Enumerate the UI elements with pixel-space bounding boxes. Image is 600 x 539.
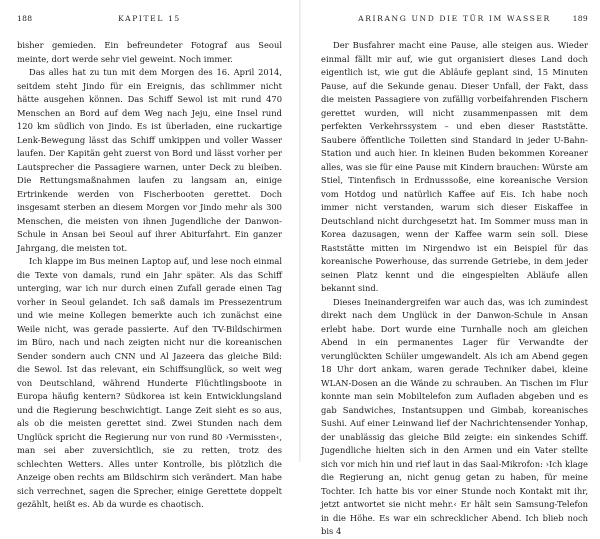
right-page-text — [321, 39, 588, 539]
left-page-header — [17, 14, 282, 28]
left-page-text — [17, 39, 282, 512]
right-page-header — [321, 14, 588, 28]
paragraph: Der Busfahrer macht eine Pause, alle steigen aus. Wieder einmal fällt mir auf, wie gut organisiert dieses Land doch eigentlich ist, wie gut die Abläufe geplant sind, 15 Minuten Pause, auf die Sekunde genau. Dieser Unfall, der Fakt, dass die meisten Passagiere von zufällig vorbeifahrenden Fischern gerettet wurden, will nicht zusammenpassen mit dem perfekten Verkehrssystem – und eben dieser Raststätte. Saubere öffentliche Toiletten sind Standard in jeder U-Bahn-Station und auch hier. In kleinen Buden bekommen Koreaner alles, was sie für eine Pause mit Kindern brauchen: Würste am Stiel, Tintenfisch in Erdnusssoße, eine koreanische Version vom Hotdog und natürlich Kaffee auf Eis. Ich habe noch immer nicht verstanden, warum sich dieser Eiskaffee in Deutschland nicht durchgesetzt hat. Im Sommer muss man in Korea dazusagen, wenn der Kaffee warm sein soll. Diese Raststätte mitten im Nirgendwo ist ein Beispiel für das koreanische Powerhouse, das surrende Getriebe, in dem jeder seinen Platz kennt und die eingespielten Abläufe allen bekannt sind. — [321, 40, 588, 293]
paragraph: Ich klappe im Bus meinen Laptop auf, und lese noch einmal die Texte von damals, rund ein Jahr später. Als das Schiff unterging, war ich nur durch einen Zufall gerade einen Tag vorher in Seoul gelandet. Ich saß damals im Pressezentrum und wie meine Kollegen bemerkte auch ich zunächst eine Weile nicht, was gerade passierte. Auf den TV-Bildschirmen im Büro, nach und nach zeigten nicht nur die koreanischen Sender sondern auch CNN und Al Jazeera das gleiche Bild: die Sewol. Ist das relevant, ein Schiffsunglück, so weit weg von Deutschland, während Hunderte Flüchtlingsboote in Europa häufig kentern? Südkorea ist kein Entwicklungsland und die Regierung beschwichtigt. Lange Zeit sieht es so aus, als ob die meisten gerettet sind. Zwei Stunden nach dem Unglück spricht die Regierung nur von rund 80 ›Vermissten‹, man sei aber zuversichtlich, sie zu retten, trotz des schlechten Wetters. Alles unter Kontrolle, bis plötzlich die Anzeige oben rechts am Bildschirm sich verändert. Man habe sich verrechnet, sagen die Sprecher, einige Gerettete doppelt gezählt, heißt es. Ab da wurde es chaotisch. — [17, 256, 283, 509]
right-page-number: 189 — [572, 14, 588, 23]
right-page — [300, 0, 600, 536]
left-page — [0, 0, 300, 509]
paragraph: Das alles hat zu tun mit dem Morgen des 16. April 2014, seitdem steht Jindo für ein Ereignis, das schlimmer nicht hätte ausgehen können. Das Schiff Sewol ist mit rund 470 Menschen an Bord auf dem Weg nach Jeju, eine Insel rund 120 km südlich von Jindo. Es ist überladen, eine ruckartige Lenk-Bewegung lässt das Schiff umkippen und voller Wasser laufen. Der Kapitän geht zuerst von Bord und lässt vorher per Lautsprecher die Passagiere warnen, unter Deck zu bleiben. Die Rettungsmaßnahmen laufen zu langsam an, einige Ertrinkende werden von Fischerbooten gerettet. Doch insgesamt sterben an diesem Morgen vor Jindo mehr als 300 Menschen, die meisten von ihnen Jugendliche der Danwon-Schule in Ansan bei Seoul auf ihrer Abiturfahrt. Ein ganzer Jahrgang, die meisten tot. — [17, 67, 282, 253]
right-running-head: ARIRANG UND DIE TÜR IM WASSER — [358, 14, 551, 23]
paragraph: Dieses Ineinandergreifen war auch das, was ich zumindest direkt nach dem Unglück in der Danwon-Schule in Ansan erlebt habe. Dort wurde eine Turnhalle noch am gleichen Abend in ein permanentes Lager für Verwandte der verunglückten Schüler umgewandelt. Als ich am Abend gegen 18 Uhr dort ankam, waren gerade Techniker dabei, kleine WLAN-Dosen an die Wände zu schrauben. An Tischen im Flur konnte man sein Mobiltelefon zum Aufladen abgeben und es gab Sandwiches, Instantsuppen und Gimbab, koreanisches Sushi. Auf einer Leinwand lief der Nachrichtensender Yonhap, der unablässig das gleiche Bild zeigte: ein sinkendes Schiff. Jugendliche hielten sich in den Armen und ein Vater stellte sich vor mich hin und rief laut in das Saal-Mikrofon: ›Ich klage die Regierung an, nicht genug getan zu haben, für meine Tochter. Ich hatte bis vor einer Stunde noch Kontakt mit ihr, jetzt antwortet sie nicht mehr.‹ Er hält sein Samsung-Telefon in die Höhe. Es war ein schrecklicher Abend. Ich blieb noch bis 4 — [321, 296, 588, 536]
paragraph: bisher gemieden. Ein befreundeter Fotograf aus Seoul meinte, dort werde sehr viel geweint. Noch immer. — [17, 40, 282, 64]
left-running-head: KAPITEL 15 — [118, 14, 181, 23]
left-page-number: 188 — [17, 14, 33, 23]
